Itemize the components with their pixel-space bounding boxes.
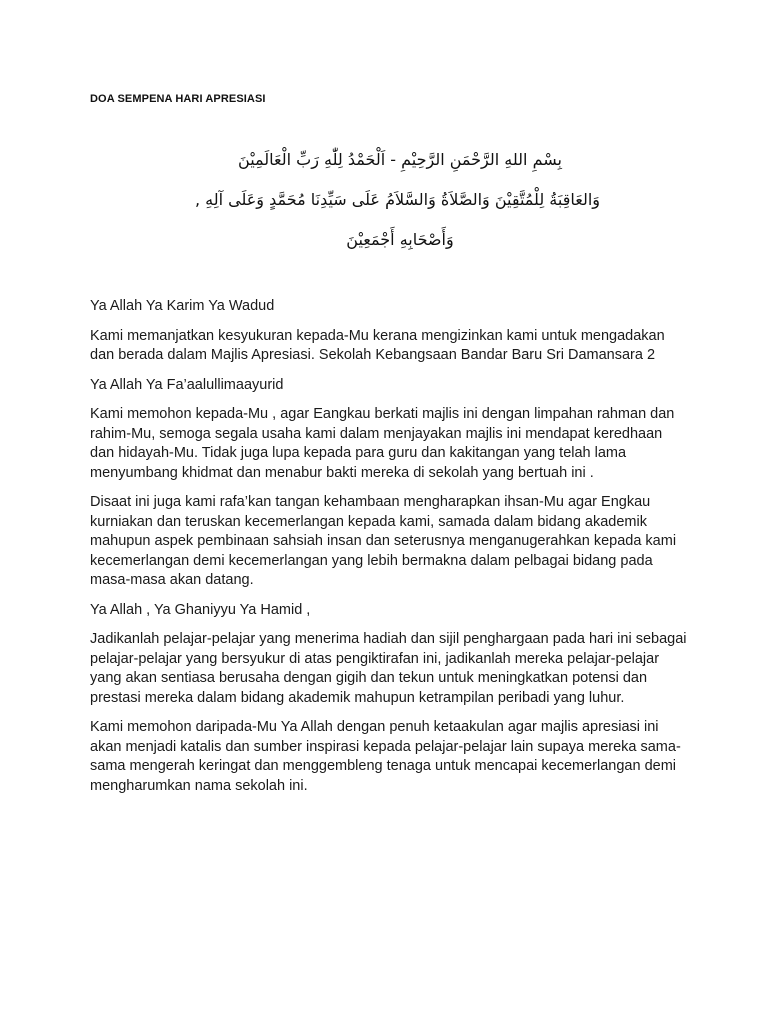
paragraph-blessing: Kami memohon kepada-Mu , agar Eangkau berkati majlis ini dengan limpahan rahman dan rahim-Mu, semoga segala usaha kami dalam menjayakan majlis ini mendapat keredhaan dan hidayah-Mu. Tidak juga lupa kepada para guru dan kakitangan yang telah lama menyumbang khidmat dan menabur bakti mereka di sekolah yang bertuah ini . [90,406,675,481]
arabic-opening [194,140,600,260]
document-title: DOA SEMPENA HARI APRESIASI [90,93,266,105]
paragraph-inspiration: Kami memohon daripada-Mu Ya Allah dengan penuh ketaakulan agar majlis apresiasi ini akan menjadi katalis dan sumber inspirasi kepada pelajar-pelajar lain supaya mereka sama-sama mengerah keringat dan menggembleng tenaga untuk mencapai kecemerlangan demi mengharumkan nama sekolah ini. [90,719,681,794]
paragraph-gratitude: Kami memanjatkan kesyukuran kepada-Mu kerana mengizinkan kami untuk mengadakan dan berada dalam Majlis Apresiasi. Sekolah Kebangsaan Bandar Baru Sri Damansara 2 [90,327,665,363]
invocation-karim-wadud: Ya Allah Ya Karim Ya Wadud [90,298,275,314]
paragraph-excellence: Disaat ini juga kami rafa’kan tangan kehambaan mengharapkan ihsan-Mu agar Engkau kurniakan dan teruskan kecemerlangan kepada kami, samada dalam bidang akademik mahupun aspek pembinaan sahsiah insan dan seterusnya menganugerahkan kepada kami kecemerlangan demi kecemerlangan yang lebih bermakna dalam pelbagai bidang pada masa-masa akan datang. [90,494,677,588]
document-body [90,297,690,806]
arabic-line-closing: وَأَصْحَابِهِ أَجْمَعِيْنَ [346,230,454,249]
arabic-line-basmalah: بِسْمِ اللهِ الرَّحْمَنِ الرَّحِيْمِ - اَلْحَمْدُ لِلّٰهِ رَبِّ الْعَالَمِيْنَ [238,150,562,169]
arabic-line-salawat: وَالعَاقِبَةُ لِلْمُتَّقِيْنَ وَالصَّلاَةُ وَالسَّلاَمُ عَلَى سَيِّدِنَا مُحَمَّدٍ وَعَلَى آلِهِ , [194,190,600,209]
invocation-ghaniyyu-hamid: Ya Allah , Ya Ghaniyyu Ya Hamid , [90,601,311,618]
invocation-faaalullimaayurid: Ya Allah Ya Fa’aalullimaayurid [90,376,284,393]
paragraph-students: Jadikanlah pelajar-pelajar yang menerima hadiah dan sijil penghargaan pada hari ini sebagai pelajar-pelajar yang bersyukur di atas pengiktirafan ini, jadikanlah mereka pelajar-pelajar yang akan sentiasa berusaha dengan gigih dan tekun untuk meningkatkan potensi dan prestasi mereka dalam bidang akademik mahupun ketrampilan peribadi yang luhur. [90,631,687,706]
